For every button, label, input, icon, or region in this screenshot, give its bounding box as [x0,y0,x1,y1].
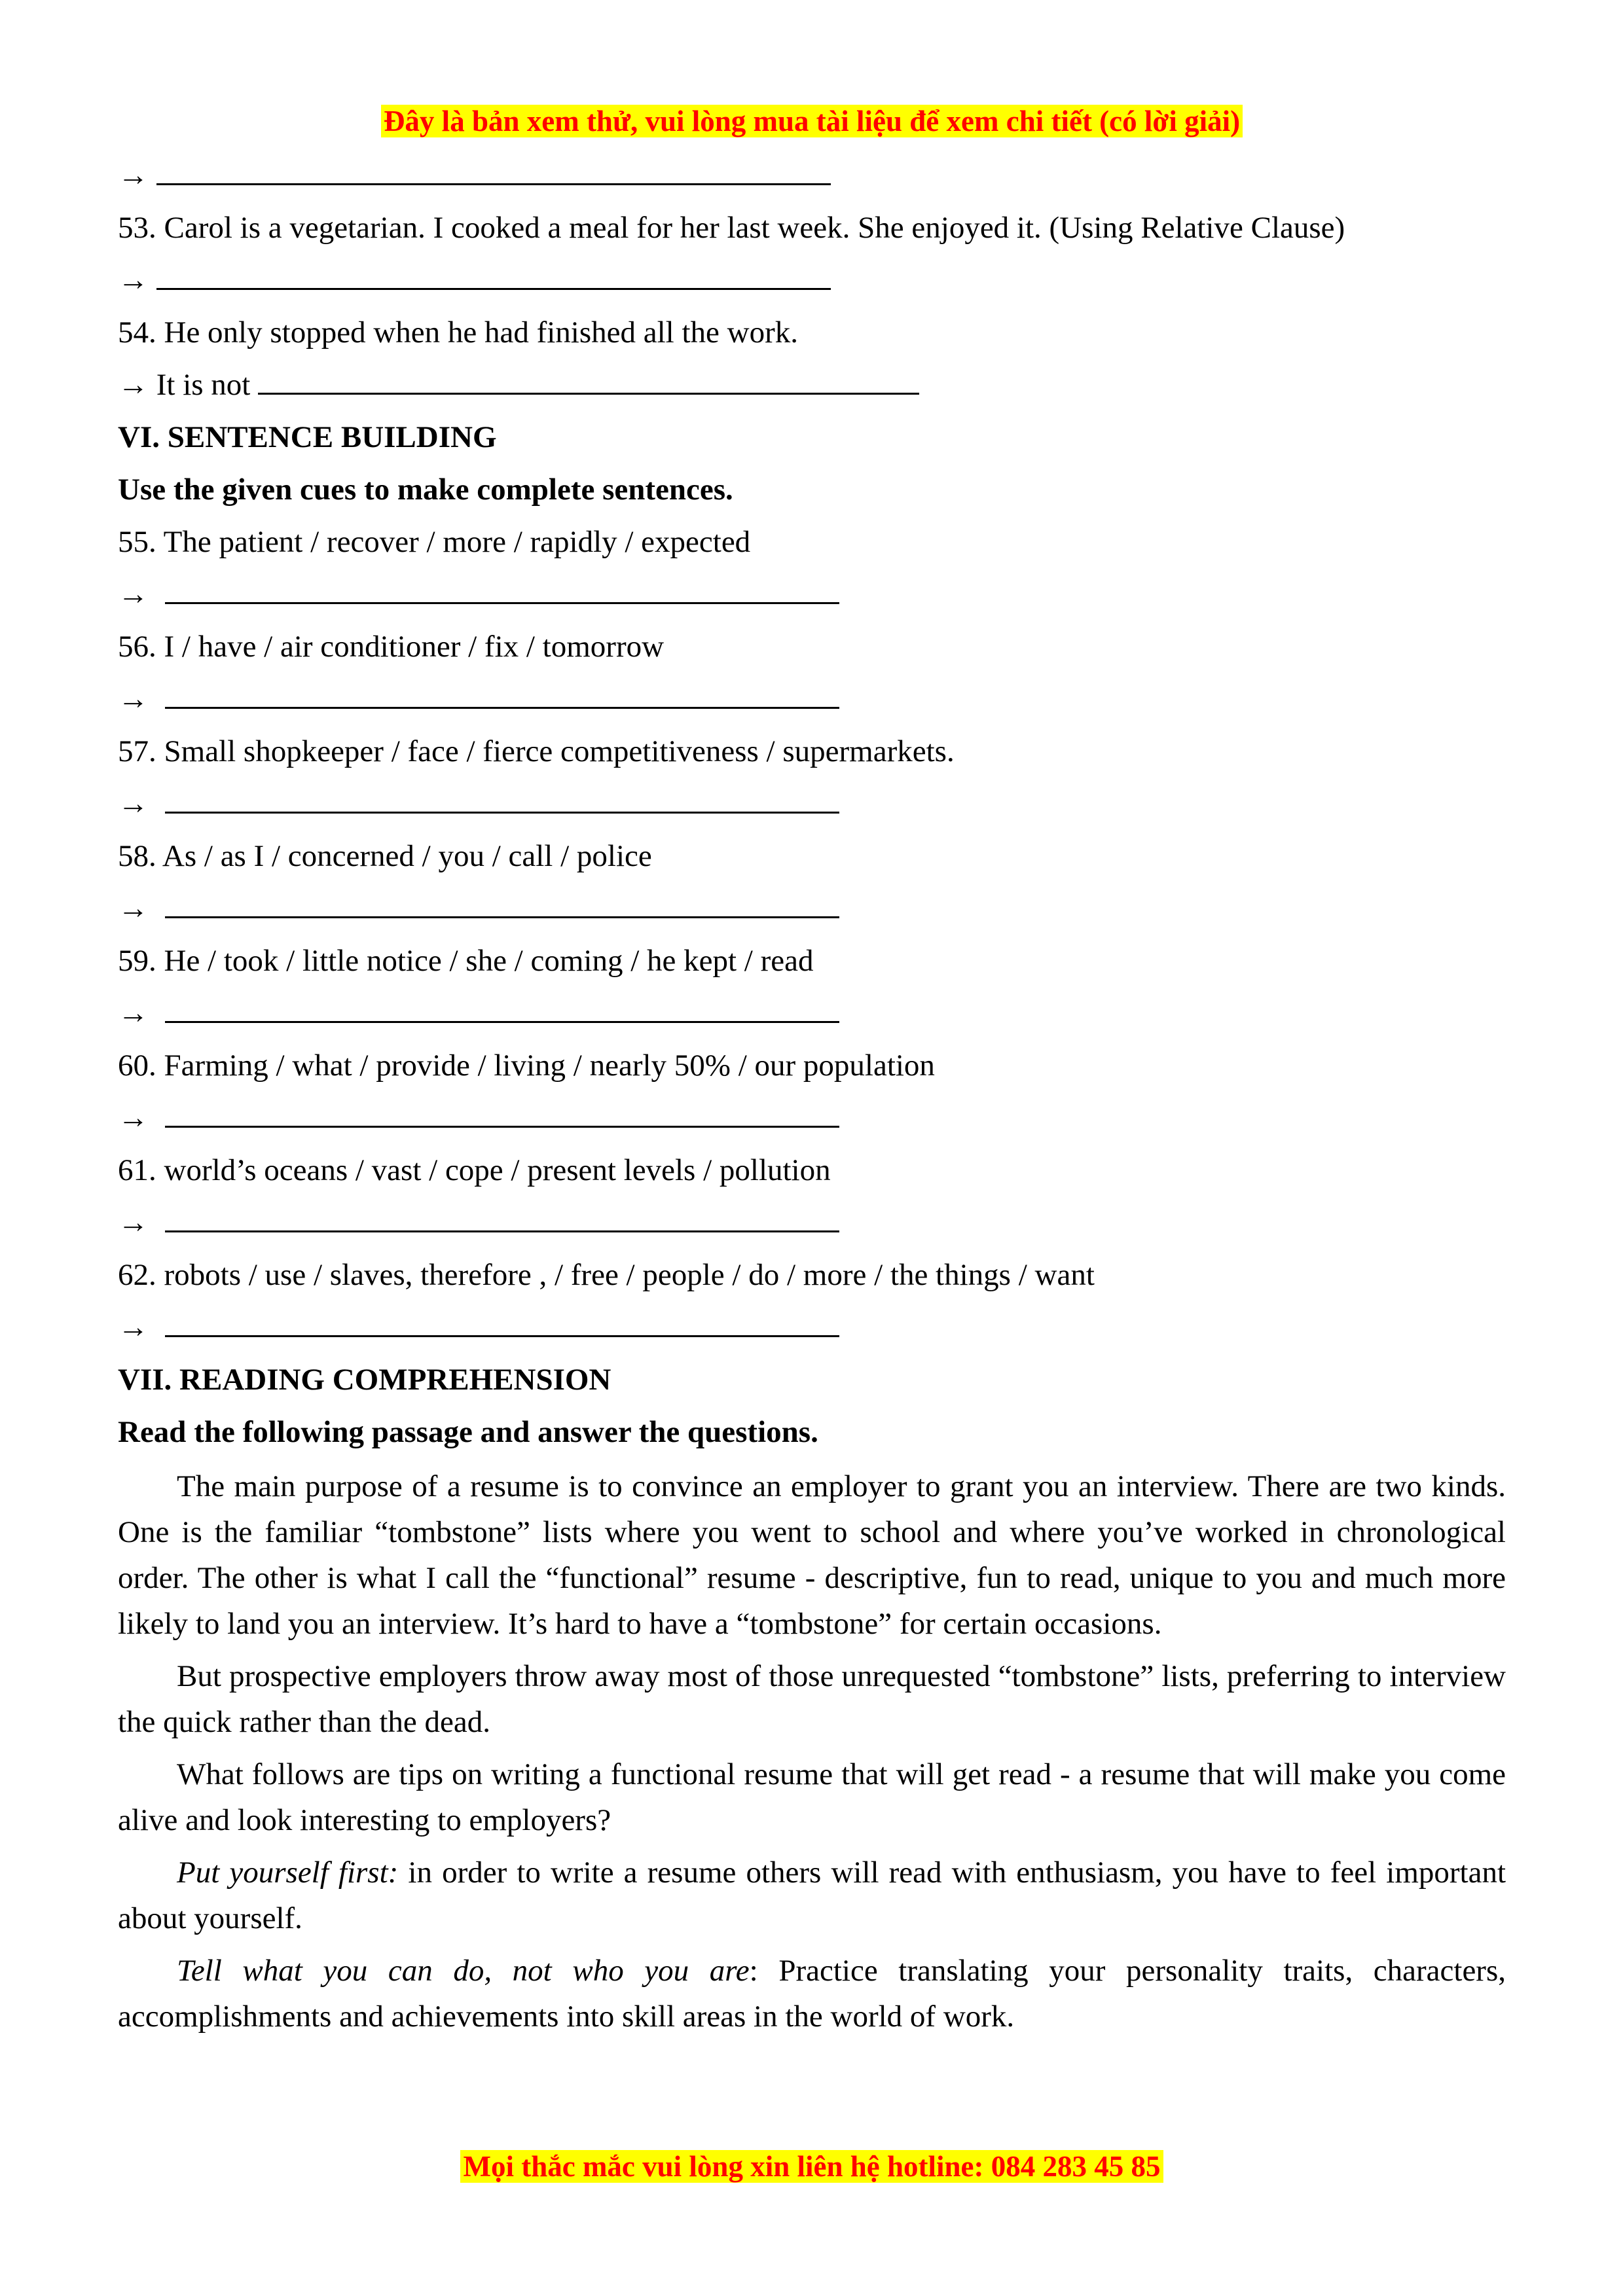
hotline-banner [118,2147,1506,2186]
arrow-icon: → [118,158,156,192]
passage-paragraph-1: The main purpose of a resume is to convince an employer to grant you an interview. There are two kinds. One is the familiar “tombstone” lists where you went to school and where you’ve worked in chronological order. The other is what I call the “functional” resume - descriptive, fun to read, unique to you and much more likely to land you an interview. It’s hard to have a “tombstone” for certain occasions. [118,1469,1506,1641]
arrow-icon: → [118,263,156,297]
preview-notice-text: Đây là bản xem thử, vui lòng mua tài liệu để xem chi tiết (có lời giải) [381,105,1243,137]
answer-blank[interactable] [165,677,839,709]
answer-blank[interactable] [156,258,831,290]
answer-line-56 [118,673,1506,725]
question-61: 61. world’s oceans / vast / cope / present levels / pollution [118,1153,831,1187]
question-53: 53. Carol is a vegetarian. I cooked a meal for her last week. She enjoyed it. (Using Relative Clause) [118,211,1345,245]
arrow-icon: → [118,682,149,716]
passage-paragraph-5 [118,1948,1506,2039]
answer-blank[interactable] [165,781,839,814]
answer-prefix: It is not [156,368,251,402]
question-57: 57. Small shopkeeper / face / fierce competitiveness / supermarkets. [118,734,955,768]
answer-line-52 [118,149,1506,202]
section-7-title: VII. READING COMPREHENSION [118,1363,611,1397]
hotline-text: Mọi thắc mắc vui lòng xin liên hệ hotline: 084 283 45 85 [460,2150,1163,2183]
answer-line-59 [118,987,1506,1039]
reading-passage [118,1463,1506,2039]
question-55: 55. The patient / recover / more / rapidly / expected [118,525,751,559]
arrow-icon: → [118,787,149,821]
passage-paragraph-4 [118,1850,1506,1941]
arrow-icon: → [118,891,149,925]
question-59: 59. He / took / little notice / she / coming / he kept / read [118,944,814,978]
answer-blank[interactable] [258,363,919,395]
answer-blank[interactable] [165,1096,839,1128]
document-body [118,149,1506,2046]
arrow-icon: → [118,577,149,611]
answer-line-53 [118,254,1506,306]
answer-blank[interactable] [165,1305,839,1337]
passage-paragraph-2: But prospective employers throw away most of those unrequested “tombstone” lists, preferring to interview the quick rather than the dead. [118,1659,1506,1739]
answer-line-58 [118,882,1506,935]
answer-line-55 [118,568,1506,620]
answer-blank[interactable] [165,886,839,918]
tip-heading-2: Tell what you can do, not who you are [177,1954,750,1988]
section-6-title: VI. SENTENCE BUILDING [118,420,497,454]
question-60: 60. Farming / what / provide / living / nearly 50% / our population [118,1049,935,1083]
tip-text-2: : Practice translating your personality traits, characters, accomplishments and achievements into skill areas in the world of work. [118,1954,1506,2034]
arrow-icon: → [118,368,156,402]
question-54: 54. He only stopped when he had finished all the work. [118,315,799,350]
answer-line-57 [118,778,1506,830]
tip-heading-1: Put yourself first: [177,1856,399,1890]
answer-line-54 [118,359,1506,411]
question-62: 62. robots / use / slaves, therefore , / free / people / do / more / the things / want [118,1258,1095,1292]
arrow-icon: → [118,1101,149,1135]
question-58: 58. As / as I / concerned / you / call / police [118,839,652,873]
answer-blank[interactable] [156,153,831,185]
answer-blank[interactable] [165,991,839,1023]
preview-notice-banner [118,101,1506,141]
passage-paragraph-3: What follows are tips on writing a functional resume that will get read - a resume that will make you come alive and look interesting to employers? [118,1757,1506,1837]
tip-text-1: in order to write a resume others will read with enthusiasm, you have to feel important about yourself. [118,1856,1506,1935]
answer-line-62 [118,1301,1506,1354]
answer-blank[interactable] [165,1200,839,1232]
answer-blank[interactable] [165,572,839,604]
arrow-icon: → [118,1310,149,1344]
section-6-instruction: Use the given cues to make complete sentences. [118,473,733,507]
arrow-icon: → [118,1206,149,1240]
answer-line-61 [118,1196,1506,1249]
arrow-icon: → [118,996,149,1030]
section-7-instruction: Read the following passage and answer the questions. [118,1415,818,1449]
question-56: 56. I / have / air conditioner / fix / tomorrow [118,630,665,664]
answer-line-60 [118,1092,1506,1144]
